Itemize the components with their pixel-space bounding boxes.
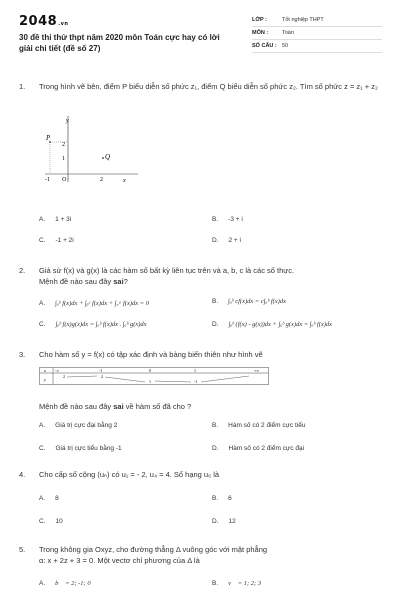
svg-text:Q: Q — [105, 153, 111, 161]
info-row-subject: MÔN : Toán — [252, 27, 382, 40]
svg-text:x: x — [44, 368, 46, 373]
svg-text:2: 2 — [62, 142, 65, 148]
question-text: Cho hàm số y = f(x) có tập xác định và bảng biến thiên như hình vẽ — [39, 350, 263, 359]
site-logo[interactable]: 2048.vn — [19, 14, 69, 29]
svg-text:-1: -1 — [194, 379, 198, 384]
option-2c[interactable]: C. ∫ₐᵇ f(x)g(x)dx = ∫ₐᵇ f(x)dx . ∫ₐᵇ g(x)dx — [39, 321, 147, 328]
option-5b[interactable]: B. v⃗ = 1; 2; 3 — [212, 580, 262, 587]
option-1a[interactable]: A. 1 + 3i — [39, 216, 72, 223]
option-2b[interactable]: B. ∫ₐᵇ cf(x)dx = c∫ₐᵇ f(x)dx — [212, 298, 286, 305]
option-1d[interactable]: D. 2 + i — [212, 237, 241, 244]
svg-text:-1: -1 — [45, 177, 50, 183]
question-number: 2. — [19, 266, 26, 275]
svg-text:2: 2 — [63, 374, 65, 379]
svg-text:O: O — [62, 177, 67, 183]
info-row-count: SỐ CÂU : 50 — [252, 40, 382, 53]
question-number: 5. — [19, 545, 26, 554]
option-3d[interactable]: D. Hàm số có 2 điểm cực đại — [212, 445, 305, 452]
option-4a[interactable]: A. 8 — [39, 495, 59, 502]
variation-table — [39, 367, 269, 385]
svg-text:1: 1 — [149, 379, 151, 384]
question-text: Cho cấp số cộng (uₙ) có u₁ = - 2, u₄ = 4. Số hạng u₆ là — [39, 470, 220, 479]
header-left — [19, 14, 234, 54]
option-1c[interactable]: C. -1 + 2i — [39, 237, 74, 244]
svg-text:y: y — [44, 377, 46, 382]
svg-text:x: x — [123, 178, 126, 184]
svg-text:+∞: +∞ — [254, 368, 260, 373]
svg-text:1: 1 — [194, 368, 196, 373]
option-4b[interactable]: B. 6 — [212, 495, 232, 502]
question-number: 4. — [19, 470, 26, 479]
svg-text:2: 2 — [100, 177, 103, 183]
question-text: Trong không gia Oxyz, cho đường thẳng Δ vuông góc với mặt phẳng α: x + 2z + 3 = 0. Một vectơ chỉ phương của Δ là — [39, 545, 268, 565]
header-info — [252, 14, 382, 53]
option-2a[interactable]: A. ∫ₐᵇ f(x)dx + ∫ᵦᶜ f(x)dx + ∫꜀ᵃ f(x)dx = 0 — [39, 300, 150, 307]
option-3c[interactable]: C. Giá trị cực tiểu bằng -1 — [39, 445, 122, 452]
svg-text:y: y — [66, 118, 69, 124]
option-2d[interactable]: D. ∫ₐᵇ (f(x) - g(x))dx + ∫ₐᵇ g(x)dx = ∫ₐᵇ f(x)dx — [212, 321, 333, 328]
svg-text:1: 1 — [62, 156, 65, 162]
question-text: Trong hình vẽ bên, điểm P biểu diễn số phức z₁, điểm Q biểu diễn số phức z₂. Tìm số phức z = z₁ + z₂ — [39, 82, 378, 91]
complex-plane-graph — [40, 114, 140, 194]
option-3b[interactable]: B. Hàm số có 2 điểm cực tiểu — [212, 422, 306, 429]
option-4c[interactable]: C. 10 — [39, 518, 63, 525]
option-4d[interactable]: D. 12 — [212, 518, 236, 525]
document-title: 30 đề thi thử thpt năm 2020 môn Toán cực hay có lời giải chi tiết (đề số 27) — [19, 33, 220, 53]
option-3a[interactable]: A. Giá trị cực đại bằng 2 — [39, 422, 118, 429]
info-row-class: LỚP : Tốt nghiệp THPT — [252, 14, 382, 27]
question-text: Mệnh đề nào sau đây sai về hàm số đã cho ? — [39, 402, 192, 411]
svg-text:2: 2 — [101, 374, 103, 379]
question-number: 3. — [19, 350, 26, 359]
svg-text:0: 0 — [149, 368, 151, 373]
question-text: Giả sử f(x) và g(x) là các hàm số bất kỳ liên tục trên và a, b, c là các số thực. Mệnh đề nào sau đây sai? — [39, 266, 295, 286]
option-1b[interactable]: B. -3 + i — [212, 216, 243, 223]
svg-text:-∞: -∞ — [55, 368, 60, 373]
svg-text:-1: -1 — [99, 368, 103, 373]
question-number: 1. — [19, 82, 26, 91]
svg-text:P: P — [46, 134, 51, 142]
option-5a[interactable]: A. b⃗ = 2; -1; 0 — [39, 580, 91, 587]
